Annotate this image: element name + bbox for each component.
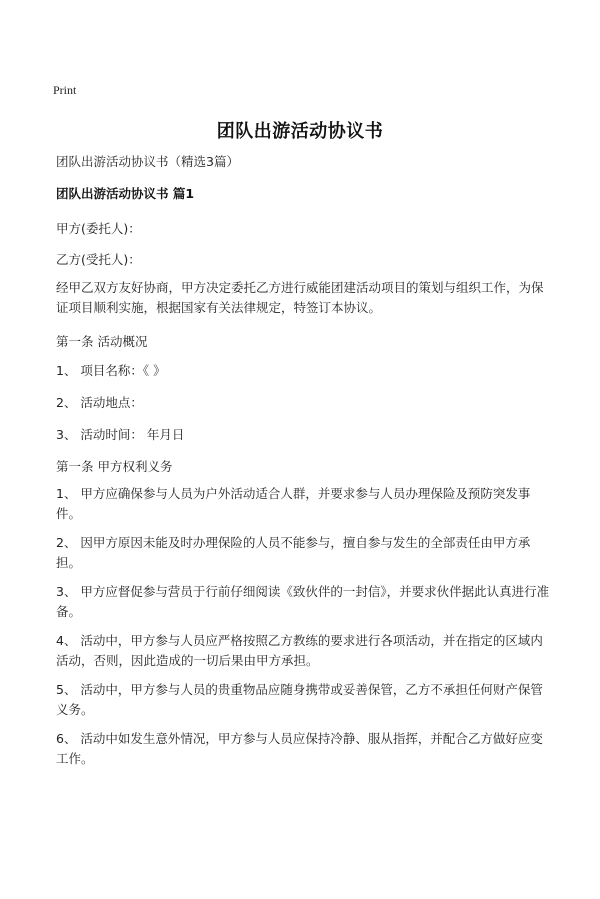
article-1-title: 第一条 活动概况 [56, 334, 148, 349]
item-project-name: 1、 项目名称：《 》 [56, 363, 166, 378]
duty-paragraph: 6、 活动中如发生意外情况，甲方参与人员应保持冷静、服从指挥，并配合乙方做好应变工作。 [56, 731, 543, 766]
party-b-line: 乙方(受托人)： [56, 252, 141, 267]
duty-paragraph: 2、 因甲方原因未能及时办理保险的人员不能参与，擅自参与发生的全部责任由甲方承担。 [56, 535, 531, 570]
party-a-line: 甲方(委托人)： [56, 221, 141, 236]
item-time: 3、 活动时间： 年月日 [56, 427, 185, 442]
duty-paragraph: 1、 甲方应确保参与人员为户外活动适合人群，并要求参与人员办理保险及预防突发事件。 [56, 486, 531, 521]
duty-paragraph: 3、 甲方应督促参与营员于行前仔细阅读《致伙伴的一封信》，并要求伙伴据此认真进行准备。 [56, 584, 550, 619]
document-title: 团队出游活动协议书 [216, 121, 384, 142]
print-link[interactable]: Print [53, 83, 77, 97]
item-location: 2、 活动地点： [56, 395, 143, 410]
document-subtitle: 团队出游活动协议书（精选3篇） [56, 154, 239, 169]
duty-paragraph: 4、 活动中，甲方参与人员应严格按照乙方教练的要求进行各项活动，并在指定的区域内活动，否则，因此造成的一切后果由甲方承担。 [56, 633, 543, 668]
duty-paragraph: 5、 活动中，甲方参与人员的贵重物品应随身携带或妥善保管，乙方不承担任何财产保管义务。 [56, 682, 543, 717]
intro-paragraph: 经甲乙双方友好协商，甲方决定委托乙方进行威能团建活动项目的策划与组织工作，为保证项目顺利实施，根据国家有关法律规定，特签订本协议。 [56, 280, 544, 315]
article-2-title: 第一条 甲方权利义务 [56, 459, 173, 474]
section-heading: 团队出游活动协议书 篇1 [56, 186, 195, 201]
